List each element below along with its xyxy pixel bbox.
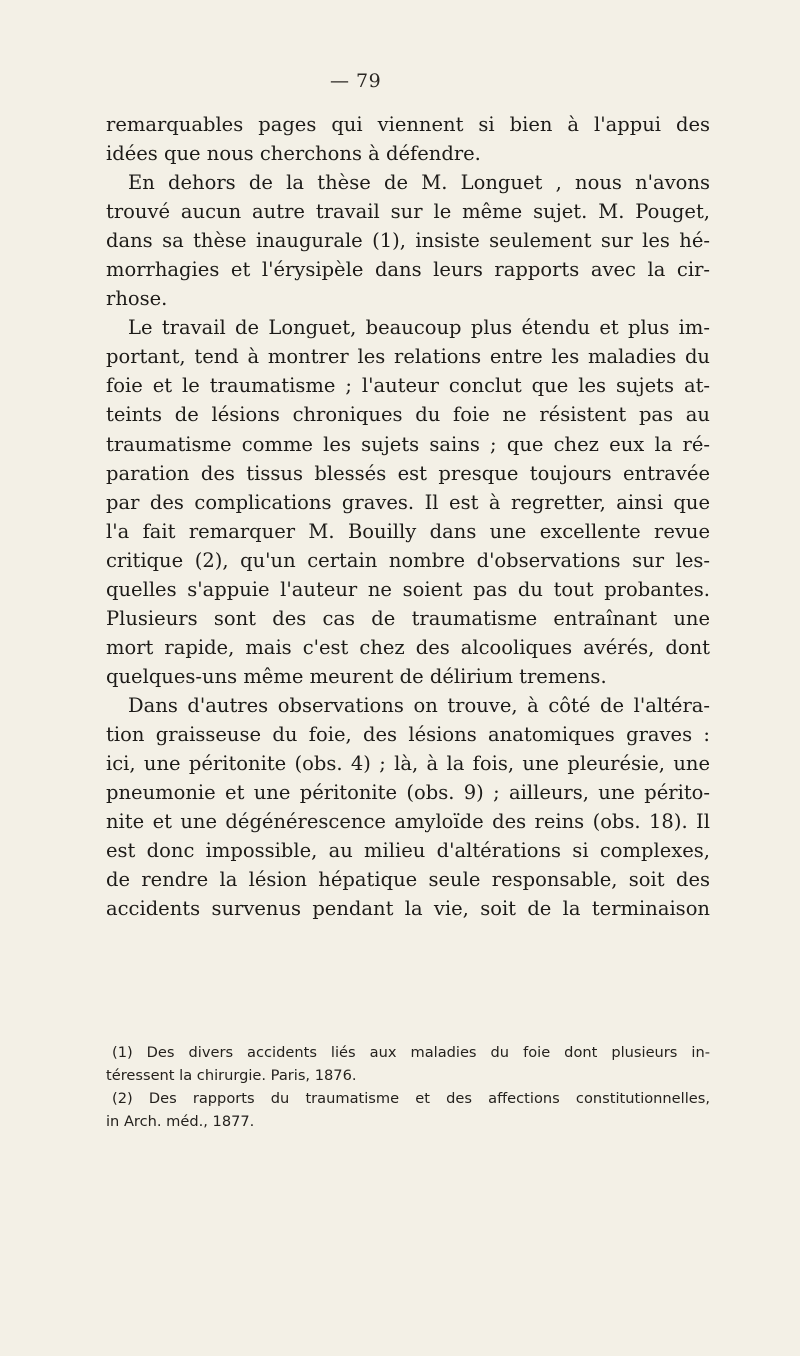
text-line: quelques-uns même meurent de délirium tremens. <box>106 664 607 688</box>
text-line: remarquables pages qui viennent si bien à l'appui des <box>106 113 710 136</box>
text-line: de rendre la lésion hépatique seule responsable, soit des <box>106 868 710 892</box>
text-line: ici, une péritonite (obs. 4) ; là, à la fois, une pleurésie, une <box>106 752 710 776</box>
text-line: trouvé aucun autre travail sur le même sujet. M. Pouget, <box>106 200 710 224</box>
page-number: — 79 <box>330 70 382 92</box>
text-line: paration des tissus blessés est presque toujours entravée <box>106 461 710 485</box>
text-line: tion graisseuse du foie, des lésions anatomiques graves : <box>106 722 710 746</box>
text-line: critique (2), qu'un certain nombre d'observations sur les- <box>106 548 710 572</box>
text-line: accidents survenus pendant la vie, soit de la terminaison <box>106 897 710 921</box>
text-line: mort rapide, mais c'est chez des alcooliques avérés, dont <box>106 635 710 659</box>
text-line: teints de lésions chroniques du foie ne résistent pas au <box>106 403 710 427</box>
text-line: Le travail de Longuet, beaucoup plus étendu et plus im- <box>128 316 710 340</box>
text-line: pneumonie et une péritonite (obs. 9) ; ailleurs, une périto- <box>106 781 710 805</box>
text-line: En dehors de la thèse de M. Longuet , nous n'avons <box>128 171 710 195</box>
text-line: Dans d'autres observations on trouve, à côté de l'altéra- <box>128 693 710 717</box>
footnote-line: in Arch. méd., 1877. <box>106 1113 255 1130</box>
text-line: quelles s'appuie l'auteur ne soient pas du tout probantes. <box>106 577 710 601</box>
text-line: foie et le traumatisme ; l'auteur conclut que les sujets at- <box>106 374 710 398</box>
footnote-line: (1) Des divers accidents liés aux maladies du foie dont plusieurs in- <box>112 1044 710 1061</box>
text-line: rhose. <box>106 287 168 311</box>
text-line: par des complications graves. Il est à regretter, ainsi que <box>106 490 710 514</box>
text-line: idées que nous cherchons à défendre. <box>106 142 481 166</box>
text-line: est donc impossible, au milieu d'altérations si complexes, <box>106 839 710 863</box>
text-line: Plusieurs sont des cas de traumatisme entraînant une <box>106 606 710 630</box>
text-line: morrhagies et l'érysipèle dans leurs rapports avec la cir- <box>106 258 710 282</box>
text-line: traumatisme comme les sujets sains ; que chez eux la ré- <box>106 432 710 456</box>
text-line: l'a fait remarquer M. Bouilly dans une excellente revue <box>106 519 710 543</box>
body-text <box>106 110 710 923</box>
footnote-line: (2) Des rapports du traumatisme et des affections constitutionnelles, <box>112 1090 710 1107</box>
footnotes <box>106 1041 710 1133</box>
text-line: dans sa thèse inaugurale (1), insiste seulement sur les hé- <box>106 229 710 253</box>
footnote-line: téressent la chirurgie. Paris, 1876. <box>106 1067 357 1084</box>
text-line: nite et une dégénérescence amyloïde des reins (obs. 18). Il <box>106 810 710 834</box>
text-line: portant, tend à montrer les relations entre les maladies du <box>106 345 710 369</box>
